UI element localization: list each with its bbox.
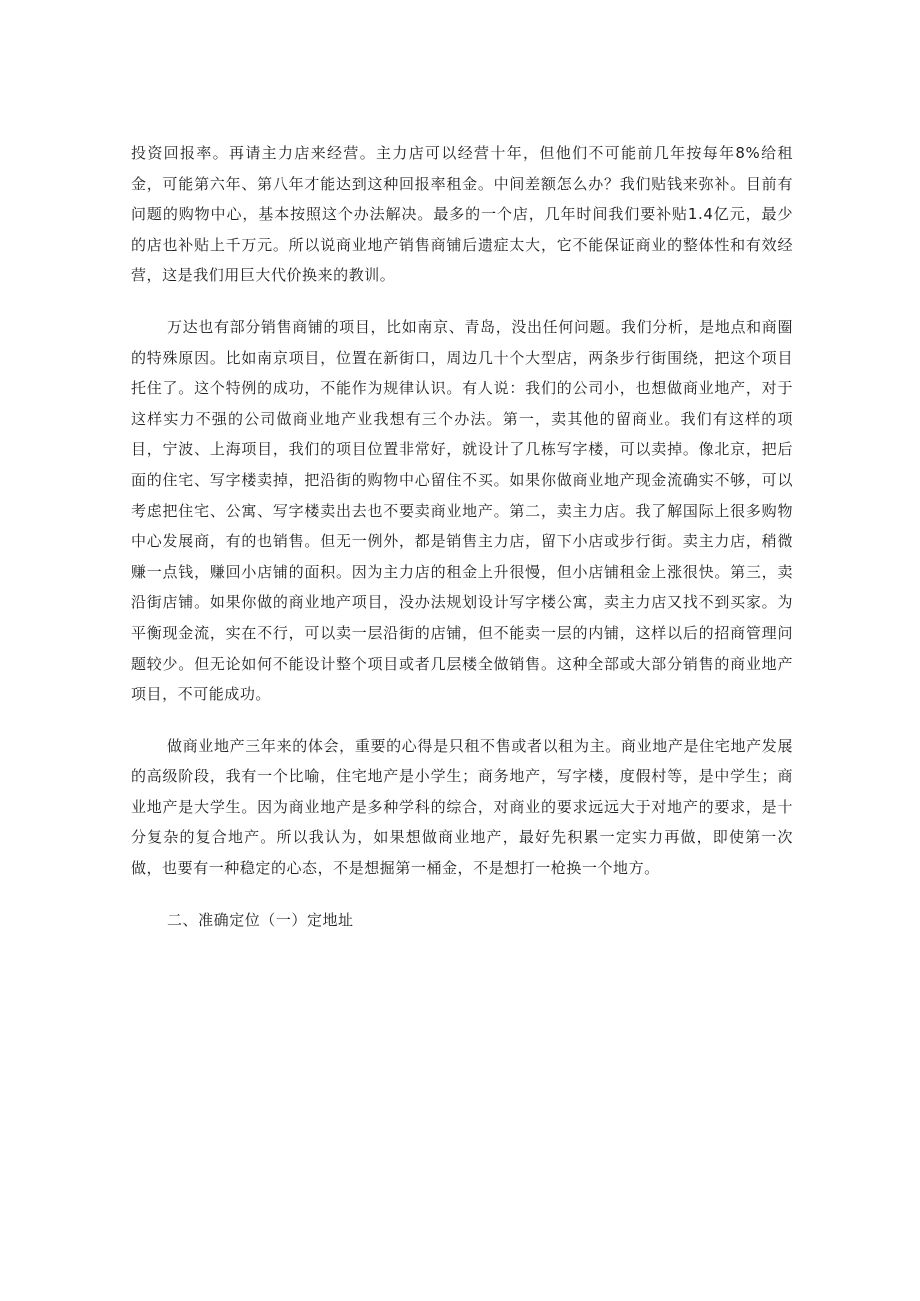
paragraph-2: 万达也有部分销售商铺的项目，比如南京、青岛，没出任何问题。我们分析，是地点和商圈的特殊原因。比如南京项目，位置在新街口，周边几十个大型店，两条步行街围绕，把这个项目托住了。这个特例的成功，不能作为规律认识。有人说：我们的公司小，也想做商业地产，对于这样实力不强的公司做商业地产业我想有三个办法。第一，卖其他的留商业。我们有这样的项目，宁波、上海项目，我们的项目位置非常好，就设计了几栋写字楼，可以卖掉。像北京，把后面的住宅、写字楼卖掉，把沿街的购物中心留住不买。如果你做商业地产现金流确实不够，可以考虑把住宅、公寓、写字楼卖出去也不要卖商业地产。第二，卖主力店。我了解国际上很多购物中心发展商，有的也销售。但无一例外，都是销售主力店，留下小店或步行街。卖主力店，稍微赚一点钱，赚回小店铺的面积。因为主力店的租金上升很慢，但小店铺租金上涨很快。第三，卖沿街店铺。如果你做的商业地产项目，没办法规划设计写字楼公寓，卖主力店又找不到买家。为平衡现金流，实在不行，可以卖一层沿街的店铺，但不能卖一层的内铺，这样以后的招商管理问题较少。但无论如何不能设计整个项目或者几层楼全做销售。这种全部或大部分销售的商业地产项目，不可能成功。 [131, 317, 793, 704]
paragraph-3: 做商业地产三年来的体会，重要的心得是只租不售或者以租为主。商业地产是住宅地产发展的高级阶段，我有一个比喻，住宅地产是小学生；商务地产，写字楼，度假村等，是中学生；商业地产是大学生。因为商业地产是多种学科的综合，对商业的要求远远大于对地产的要求，是十分复杂的复合地产。所以我认为，如果想做商业地产，最好先积累一定实力再做，即使第一次做，也要有一种稳定的心态，不是想掘第一桶金，不是想打一枪换一个地方。 [131, 736, 793, 878]
document-body [131, 138, 793, 935]
section-heading: 二、准确定位（一）定地址 [167, 910, 354, 929]
paragraph-1: 投资回报率。再请主力店来经营。主力店可以经营十年，但他们不可能前几年按每年8%给租金，可能第六年、第八年才能达到这种回报率租金。中间差额怎么办？我们贴钱来弥补。目前有问题的购物中心，基本按照这个办法解决。最多的一个店，几年时间我们要补贴1.4亿元，最少的店也补贴上千万元。所以说商业地产销售商铺后遗症太大，它不能保证商业的整体性和有效经营，这是我们用巨大代价换来的教训。 [131, 144, 793, 285]
